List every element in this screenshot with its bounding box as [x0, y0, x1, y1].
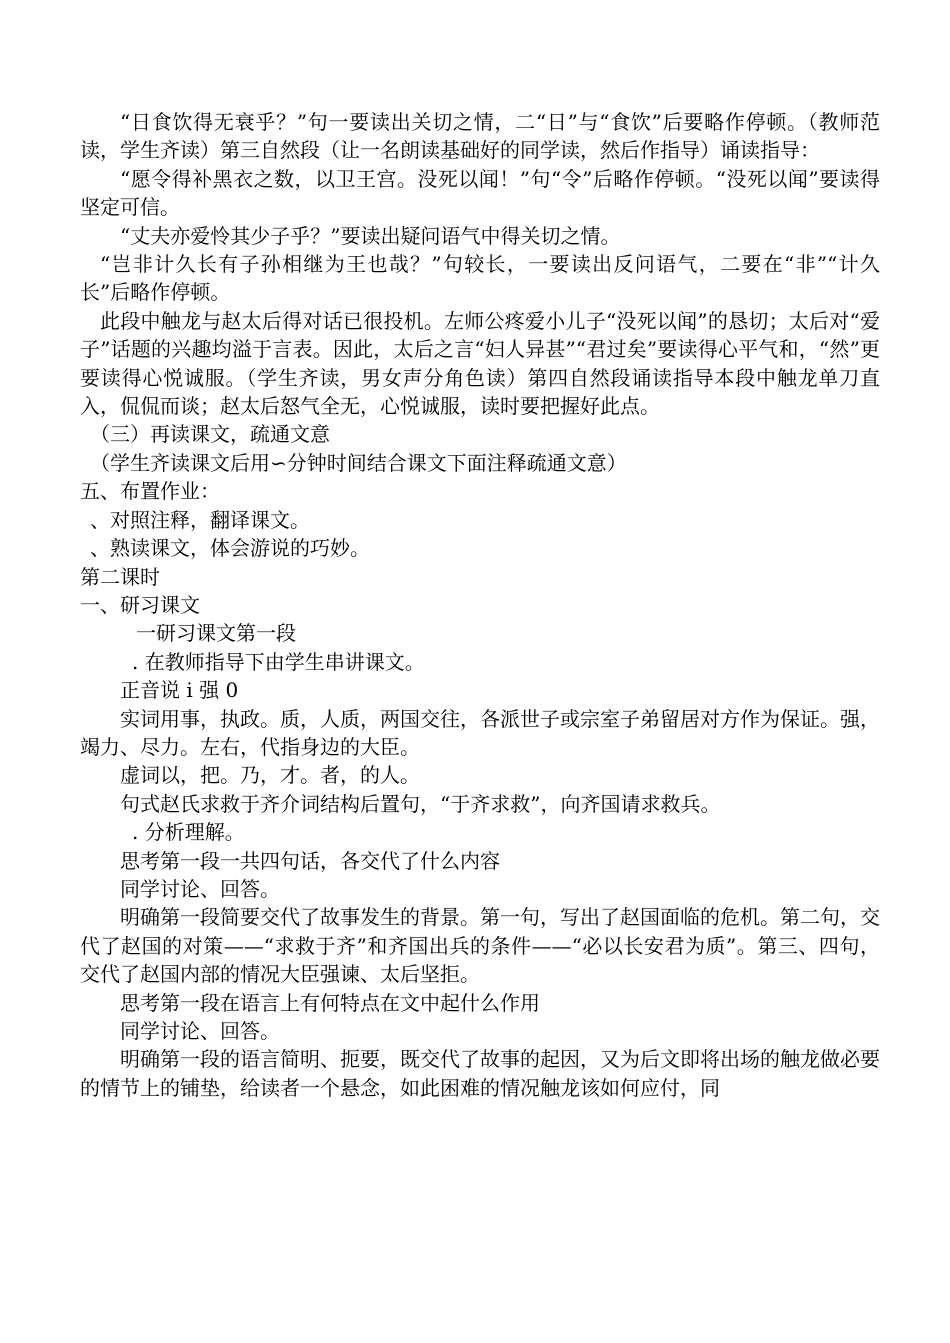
paragraph-answer: 明确第一段的语言简明、扼要，既交代了故事的起因，又为后文即将出场的触龙做必要的情节上的铺垫，给读者一个悬念，如此困难的情况触龙该如何应付，同	[80, 1047, 880, 1100]
homework-item: 、熟读课文，体会游说的巧妙。	[90, 536, 370, 561]
paragraph-question: 思考第一段一共四句话，各交代了什么内容	[120, 848, 500, 873]
paragraph-reading-guide-2: “愿令得补黑衣之数，以卫王宫。没死以闻！”句“令”后略作停顿。“没死以闻”要读得坚定可信。	[80, 166, 880, 220]
paragraph-reading-guide-4: “岂非计久长有子孙相继为王也哉？”句较长，一要读出反问语气，二要在“非”“计久长”后略作停顿。	[80, 252, 880, 305]
subheading-first-paragraph: 一研习课文第一段	[136, 621, 296, 646]
paragraph-question: 思考第一段在语言上有何特点在文中起什么作用	[120, 990, 540, 1015]
paragraph-sentence-pattern: 句式赵氏求救于齐介词结构后置句，“于齐求救”，向齐国请求救兵。	[120, 791, 721, 816]
paragraph-reread-note: （学生齐读课文后用∽分钟时间结合课文下面注释疏通文意）	[90, 450, 627, 475]
section-heading-study-text: 一、研习课文	[80, 592, 200, 617]
section-heading-second-lesson: 第二课时	[80, 564, 160, 589]
paragraph-content-words: 实词用事，执政。质，人质，两国交往，各派世子或宗室子弟留居对方作为保证。强，竭力、尽力。左右，代指身边的大臣。	[80, 706, 880, 759]
paragraph-pronunciation: 正音说 i 强 0	[120, 678, 239, 703]
section-heading-reread: （三）再读课文，疏通文意	[90, 422, 330, 447]
section-heading-homework: 五、布置作业：	[80, 479, 220, 504]
paragraph-reading-guide-1: “日食饮得无衰乎？”句一要读出关切之情，二“日”与“食饮”后要略作停顿。（教师范读，学生齐读）第三自然段（让一名朗读基础好的同学读，然后作指导）诵读指导：	[80, 110, 880, 163]
step-item: . 分析理解。	[132, 820, 245, 845]
step-item: . 在教师指导下由学生串讲课文。	[132, 649, 425, 674]
paragraph-discussion: 同学讨论、回答。	[120, 1019, 280, 1043]
paragraph-function-words: 虚词以，把。乃，才。者，的人。	[120, 763, 420, 788]
paragraph-answer: 明确第一段简要交代了故事发生的背景。第一句，写出了赵国面临的危机。第二句，交代了赵国的对策——“求救于齐”和齐国出兵的条件——“必以长安君为质”。第三、四句，交代了赵国内部的情况大臣强谏、太后坚拒。	[80, 905, 880, 987]
paragraph-discussion: 同学讨论、回答。	[120, 876, 280, 901]
document-body	[80, 108, 880, 1102]
homework-item: 、对照注释，翻译课文。	[90, 507, 310, 532]
paragraph-reading-guide-3: “丈夫亦爱怜其少子乎？”要读出疑问语气中得关切之情。	[120, 223, 621, 248]
paragraph-analysis: 此段中触龙与赵太后得对话已很投机。左师公疼爱小儿子“没死以闻”的恳切；太后对“爱子”话题的兴趣均溢于言表。因此，太后之言“妇人异甚”“君过矣”要读得心平气和，“然”更要读得心悦诚服。（学生齐读，男女声分角色读）第四自然段诵读指导本段中触龙单刀直入，侃侃而谈；赵太后怒气全无，心悦诚服，读时要把握好此点。	[80, 308, 880, 419]
